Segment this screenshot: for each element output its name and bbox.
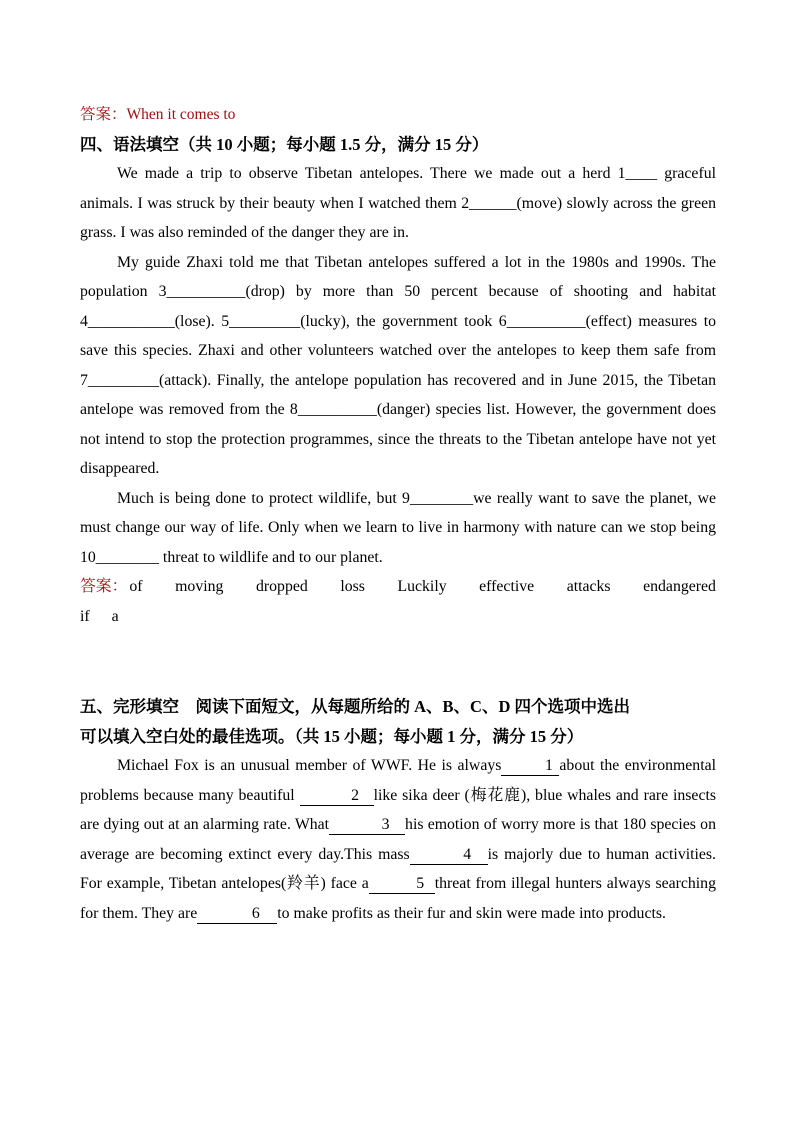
- section-5-paragraph: Michael Fox is an unusual member of WWF. He is always 1 about the environmental problems because many beautiful 2 like sika deer (梅花鹿), blue whales and rare insects are dying out at an alarming rate. What 3 his emotion of worry more is that 180 species on average are becoming extinct every day.This mass 4 is majorly due to human activities. For example, Tibetan antelopes(羚羊) face a 5 threat from illegal hunters always searching for them. They are 6 to make profits as their fur and skin were made into products.: [80, 757, 716, 922]
- document-page: [80, 100, 716, 928]
- answer-label: 答案：: [80, 106, 127, 123]
- answer-item: Luckily: [397, 578, 447, 595]
- answer-item: endangered: [643, 578, 716, 595]
- blank-1: 1: [501, 757, 559, 776]
- answer-item: dropped: [255, 578, 308, 595]
- answer-text: When it comes to: [126, 106, 236, 123]
- section-4-paragraph-1: We made a trip to observe Tibetan antelopes. There we made out a herd 1____ graceful animals. I was struck by their beauty when I watched them 2______(move) slowly across the green grass. I was also reminded of the danger they are in.: [80, 165, 716, 241]
- section-4-paragraph-2: My guide Zhaxi told me that Tibetan antelopes suffered a lot in the 1980s and 1990s. The population 3__________(drop) by more than 50 percent because of shooting and habitat 4___________(lose). 5_________(lucky), the government took 6__________(effect) measures to save this species. Zhaxi and other volunteers watched over the antelopes to keep them safe from 7_________(attack). Finally, the antelope population has recovered and in June 2015, the Tibetan antelope was removed from the 8__________(danger) species list. However, the government does not intend to stop the protection programmes, since the threats to the Tibetan antelope have not yet disappeared.: [80, 253, 716, 477]
- section-4-paragraph-3: Much is being done to protect wildlife, but 9________we really want to save the planet, we must change our way of life. Only when we learn to live in harmony with nature can we stop being 10________ threat to wildlife and to our planet.: [80, 489, 716, 566]
- answer-line-1: [80, 100, 716, 130]
- blank-6: 6: [197, 905, 277, 924]
- section-5-heading-line-2: 可以填入空白处的最佳选项。（共 15 小题；每小题 1 分，满分 15 分）: [80, 726, 584, 746]
- section-4-heading: 四、语法填空（共 10 小题；每小题 1.5 分，满分 15 分）: [80, 134, 489, 154]
- answer-item: loss: [340, 578, 365, 595]
- blank-4: 4: [410, 846, 488, 865]
- blank-3: 3: [329, 816, 405, 835]
- answer-items-row-2: [80, 602, 716, 632]
- spacer: [80, 631, 716, 692]
- answer-item: if: [80, 607, 90, 625]
- answer-block-2: [80, 572, 716, 631]
- answer-items: [129, 572, 716, 602]
- answer-item: of: [129, 578, 143, 595]
- answer-label: 答案：: [80, 578, 128, 595]
- answer-item: attacks: [566, 578, 611, 595]
- answer-item: a: [111, 607, 119, 625]
- answer-item: moving: [175, 578, 224, 595]
- blank-5: 5: [369, 875, 435, 894]
- answer-item: effective: [479, 578, 535, 595]
- section-5-heading-line-1: 五、完形填空 阅读下面短文，从每题所给的 A、B、C、D 四个选项中选出: [80, 697, 631, 716]
- blank-2: 2: [300, 787, 374, 806]
